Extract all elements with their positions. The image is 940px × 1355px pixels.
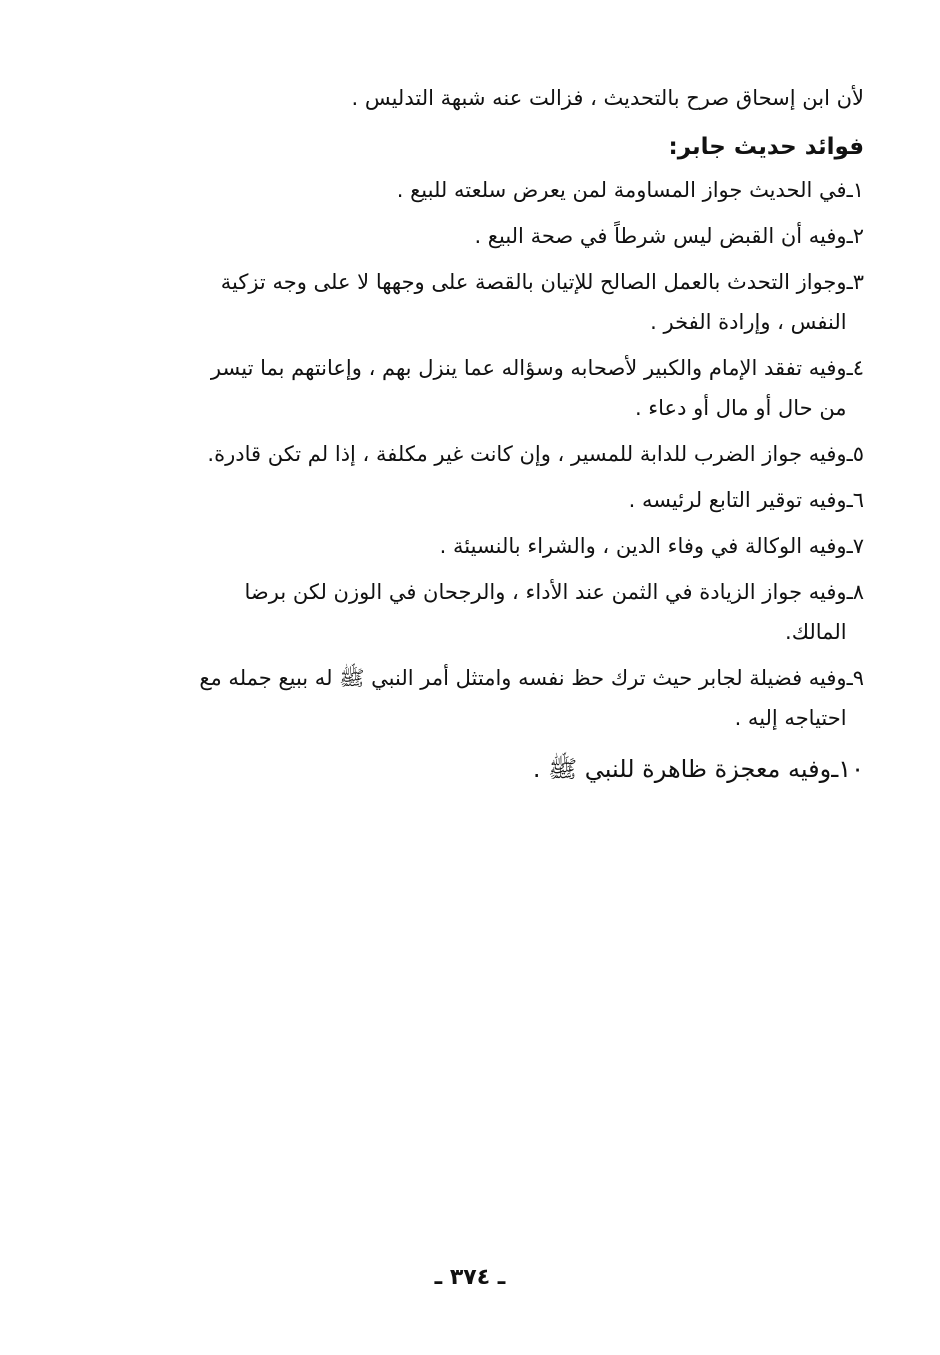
list-item [62,434,864,474]
item-number: ٤ـ [846,356,864,380]
item-text-continued: النفس ، وإرادة الفخر . [650,310,847,334]
list-item [62,526,864,566]
item-number: ٩ـ [846,666,864,690]
item-text-continued: من حال أو مال أو دعاء . [634,396,847,420]
list-item [62,216,864,256]
item-number: ١٠ـ [831,755,864,783]
item-text: وفيه فضيلة لجابر حيث ترك حظ نفسه وامتثل أمر النبي ﷺ له ببيع جمله مع [199,666,847,690]
item-text: وفيه الوكالة في وفاء الدين ، والشراء بالنسيئة . [439,534,847,558]
item-number: ٧ـ [846,534,864,558]
page-number: ـ ٣٧٤ ـ [434,1265,506,1290]
list-item [62,658,864,738]
list-item [62,170,864,210]
list-item [62,572,864,652]
item-text: وفيه جواز الضرب للدابة للمسير ، وإن كانت غير مكلفة ، إذا لم تكن قادرة. [207,442,847,466]
item-text: وفيه أن القبض ليس شرطاً في صحة البيع . [474,224,847,248]
item-text: وجواز التحدث بالعمل الصالح للإتيان بالقصة على وجهها لا على وجه تزكية [220,270,847,294]
page-body [62,78,864,800]
list-item [62,480,864,520]
item-text: في الحديث جواز المساومة لمن يعرض سلعته للبيع . [396,178,847,202]
item-number: ٢ـ [846,224,864,248]
item-number: ٣ـ [846,270,864,294]
item-number: ٥ـ [846,442,864,466]
item-number: ٦ـ [846,488,864,512]
intro-line: لأن ابن إسحاق صرح بالتحديث ، فزالت عنه شبهة التدليس . [351,86,864,110]
item-text-continued: المالك. [785,620,847,644]
item-text: وفيه تفقد الإمام والكبير لأصحابه وسؤاله عما ينزل بهم ، وإعانتهم بما تيسر [210,356,847,380]
item-text: وفيه معجزة ظاهرة للنبي ﷺ . [532,755,832,783]
section-heading: فوائد حديث جابر: [668,134,864,160]
list-item [62,262,864,342]
item-text: وفيه جواز الزيادة في الثمن عند الأداء ، والرجحان في الوزن لكن برضا [244,580,847,604]
list-item [62,744,864,794]
item-text-continued: احتياجه إليه . [734,706,847,730]
item-number: ٨ـ [846,580,864,604]
list-item [62,348,864,428]
item-number: ١ـ [846,178,864,202]
item-text: وفيه توقير التابع لرئيسه . [628,488,847,512]
